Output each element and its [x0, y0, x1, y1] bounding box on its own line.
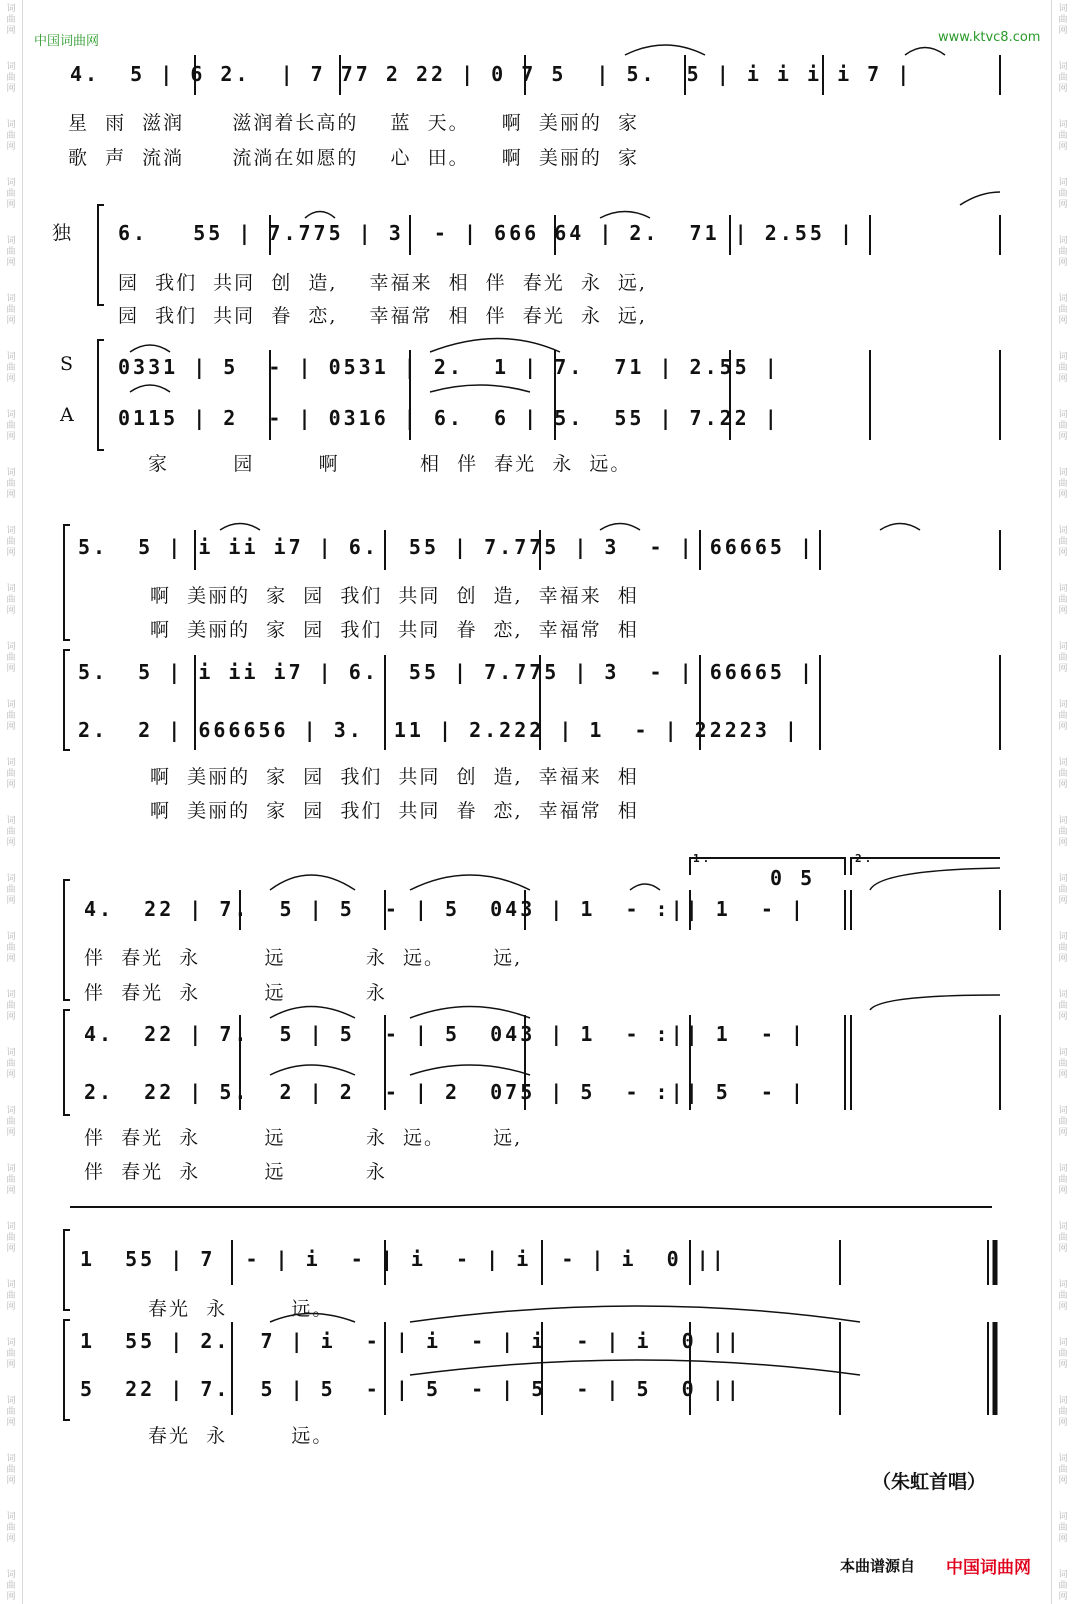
- watermark-glyphs: 词 曲 网: [1058, 758, 1068, 790]
- system2-solo-notes: 6. 55 | 7.775 | 3 - | 666 64 | 2. 71 | 2.55 |: [118, 221, 856, 245]
- watermark-glyphs: 词 曲 网: [6, 236, 16, 268]
- volta-1-label: 1.: [693, 852, 713, 865]
- watermark-glyphs: 词 曲 网: [1058, 1280, 1068, 1312]
- watermark-glyphs: 词 曲 网: [1058, 584, 1068, 616]
- system2-choir-lyrics: 家 园 啊 相 伴 春光 永 远。: [148, 453, 632, 475]
- system4-lower-notes-voice1: 4. 22 | 7. 5 | 5 - | 5 043 | 1 - :|| 1 - |: [84, 1022, 806, 1046]
- watermark-glyphs: 词 曲 网: [6, 816, 16, 848]
- watermark-glyphs: 词 曲 网: [1058, 1512, 1068, 1544]
- system3-lower-notes-voice2: 2. 2 | 666656 | 3. 11 | 2.222 | 1 - | 22223 |: [78, 718, 800, 742]
- system1-lyrics-verse2: 歌 声 流淌 流淌在如愿的 心 田。 啊 美丽的 家: [68, 147, 639, 169]
- watermark-glyphs: 词 曲 网: [6, 700, 16, 732]
- watermark-glyphs: 词 曲 网: [6, 1222, 16, 1254]
- watermark-glyphs: 词 曲 网: [1058, 990, 1068, 1022]
- watermark-glyphs: 词 曲 网: [1058, 874, 1068, 906]
- alto-part-label: A: [60, 404, 74, 426]
- system4-upper-lyrics-verse2: 伴 春光 永 远 永: [84, 982, 387, 1004]
- watermark-glyphs: 词 曲 网: [6, 62, 16, 94]
- watermark-glyphs: 词 曲 网: [1058, 816, 1068, 848]
- watermark-glyphs: 词 曲 网: [1058, 4, 1068, 36]
- site-url-header[interactable]: www.ktvc8.com: [938, 30, 1041, 45]
- system4-upper-notes: 4. 22 | 7. 5 | 5 - | 5 043 | 1 - :|| 1 - |: [84, 897, 806, 921]
- watermark-glyphs: 词 曲 网: [1058, 700, 1068, 732]
- volta-2-label: 2.: [855, 852, 875, 865]
- system3-lower-lyrics-verse1: 啊 美丽的 家 园 我们 共同 创 造, 幸福来 相: [150, 766, 639, 788]
- watermark-glyphs: 词 曲 网: [6, 120, 16, 152]
- watermark-glyphs: 词 曲 网: [1058, 1454, 1068, 1486]
- watermark-glyphs: 词 曲 网: [6, 352, 16, 384]
- system3-upper-notes: 5. 5 | i ii i7 | 6. 55 | 7.775 | 3 - | 66665 |: [78, 535, 816, 559]
- system4-lower-notes-voice2: 2. 22 | 5. 2 | 2 - | 2 075 | 5 - :|| 5 - |: [84, 1080, 806, 1104]
- system1-melody-notes: 4. 5 | 6 2. | 7 77 2 22 | 0 7 5 | 5. 5 | i i i i 7 |: [70, 62, 913, 86]
- watermark-glyphs: 词 曲 网: [6, 1106, 16, 1138]
- source-site-link[interactable]: 中国词曲网: [946, 1558, 1031, 1578]
- watermark-glyphs: 词 曲 网: [1058, 178, 1068, 210]
- watermark-glyphs: 词 曲 网: [1058, 120, 1068, 152]
- watermark-glyphs: 词 曲 网: [6, 1454, 16, 1486]
- watermark-glyphs: 词 曲 网: [6, 1338, 16, 1370]
- system5-lower-notes-voice2: 5 22 | 7. 5 | 5 - | 5 - | 5 - | 5 0 ||: [80, 1377, 742, 1401]
- watermark-glyphs: 词 曲 网: [1058, 1338, 1068, 1370]
- watermark-glyphs: 词 曲 网: [6, 1280, 16, 1312]
- watermark-glyphs: 词 曲 网: [1058, 1570, 1068, 1602]
- site-name-header[interactable]: 中国词曲网: [34, 34, 100, 49]
- watermark-glyphs: 词 曲 网: [6, 1396, 16, 1428]
- watermark-glyphs: 词 曲 网: [1058, 62, 1068, 94]
- system3-lower-notes-voice1: 5. 5 | i ii i7 | 6. 55 | 7.775 | 3 - | 66665 |: [78, 660, 816, 684]
- watermark-glyphs: 词 曲 网: [6, 294, 16, 326]
- system3-upper-lyrics-verse1: 啊 美丽的 家 园 我们 共同 创 造, 幸福来 相: [150, 585, 639, 607]
- watermark-glyphs: 词 曲 网: [6, 526, 16, 558]
- system3-upper-lyrics-verse2: 啊 美丽的 家 园 我们 共同 眷 恋, 幸福常 相: [150, 619, 639, 641]
- watermark-glyphs: 词 曲 网: [6, 410, 16, 442]
- watermark-glyphs: 词 曲 网: [6, 468, 16, 500]
- solo-part-label: 独: [52, 222, 72, 244]
- watermark-glyphs: 词 曲 网: [6, 758, 16, 790]
- system2-solo-lyrics-verse2: 园 我们 共同 眷 恋, 幸福常 相 伴 春光 永 远,: [118, 305, 647, 327]
- watermark-glyphs: 词 曲 网: [1058, 410, 1068, 442]
- watermark-glyphs: 词 曲 网: [1058, 526, 1068, 558]
- watermark-glyphs: 词 曲 网: [6, 1048, 16, 1080]
- watermark-glyphs: 词 曲 网: [1058, 468, 1068, 500]
- system3-lower-lyrics-verse2: 啊 美丽的 家 园 我们 共同 眷 恋, 幸福常 相: [150, 800, 639, 822]
- watermark-glyphs: 词 曲 网: [6, 1164, 16, 1196]
- watermark-glyphs: 词 曲 网: [1058, 1164, 1068, 1196]
- watermark-glyphs: 词 曲 网: [6, 874, 16, 906]
- system4-lower-lyrics-verse1: 伴 春光 永 远 永 远。 远,: [84, 1127, 523, 1149]
- watermark-glyphs: 词 曲 网: [6, 1570, 16, 1602]
- watermark-glyphs: 词 曲 网: [6, 584, 16, 616]
- watermark-glyphs: 词 曲 网: [1058, 1222, 1068, 1254]
- system1-lyrics-verse1: 星 雨 滋润 滋润着长高的 蓝 天。 啊 美丽的 家: [68, 112, 639, 134]
- watermark-glyphs: 词 曲 网: [1058, 236, 1068, 268]
- watermark-glyphs: 词 曲 网: [6, 4, 16, 36]
- watermark-glyphs: 词 曲 网: [6, 990, 16, 1022]
- watermark-glyphs: 词 曲 网: [1058, 642, 1068, 674]
- watermark-glyphs: 词 曲 网: [6, 642, 16, 674]
- system2-alto-notes: 0115 | 2 - | 0316 | 6. 6 | 5. 55 | 7.22 |: [118, 406, 780, 430]
- system5-lower-notes-voice1: 1 55 | 2. 7 | i - | i - | i - | i 0 ||: [80, 1329, 742, 1353]
- source-text: 本曲谱源自: [840, 1557, 916, 1575]
- volta-pickup-notes: 0 5: [770, 866, 816, 890]
- system2-solo-lyrics-verse1: 园 我们 共同 创 造, 幸福来 相 伴 春光 永 远,: [118, 272, 647, 294]
- singer-credit: （朱虹首唱）: [872, 1471, 987, 1493]
- watermark-glyphs: 词 曲 网: [6, 932, 16, 964]
- watermark-glyphs: 词 曲 网: [1058, 1396, 1068, 1428]
- system4-lower-lyrics-verse2: 伴 春光 永 远 永: [84, 1161, 387, 1183]
- watermark-glyphs: 词 曲 网: [6, 178, 16, 210]
- watermark-glyphs: 词 曲 网: [1058, 352, 1068, 384]
- watermark-glyphs: 词 曲 网: [1058, 294, 1068, 326]
- system5-upper-notes: 1 55 | 7 - | i - | i - | i - | i 0 ||: [80, 1247, 727, 1271]
- system5-lower-lyrics: 春光 永 远。: [148, 1425, 334, 1447]
- watermark-glyphs: 词 曲 网: [6, 1512, 16, 1544]
- system4-upper-lyrics-verse1: 伴 春光 永 远 永 远。 远,: [84, 947, 523, 969]
- soprano-part-label: S: [60, 353, 74, 375]
- watermark-glyphs: 词 曲 网: [1058, 1106, 1068, 1138]
- watermark-glyphs: 词 曲 网: [1058, 1048, 1068, 1080]
- watermark-glyphs: 词 曲 网: [1058, 932, 1068, 964]
- system2-soprano-notes: 0331 | 5 - | 0531 | 2. 1 | 7. 71 | 2.55 |: [118, 355, 780, 379]
- system5-upper-lyrics: 春光 永 远。: [148, 1298, 334, 1320]
